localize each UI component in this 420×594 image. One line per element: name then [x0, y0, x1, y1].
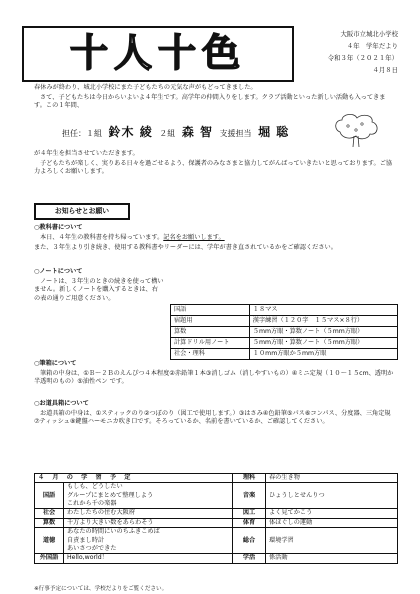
schedule-content: ひょうしとせんりつ [266, 483, 398, 509]
schedule-subject: 図工 [233, 509, 266, 518]
item-spec: ５mm方眼・算数ノート（５mm方眼） [249, 327, 397, 338]
teacher-assignments [62, 124, 293, 140]
newsletter-type: ４年 学年だより [346, 42, 398, 50]
class2-label: ２組 [159, 129, 176, 138]
item-subject: 国語 [171, 305, 250, 316]
pencilcase-heading: ○筆箱について [34, 360, 77, 367]
table-row [35, 509, 398, 518]
tools-body: お道具箱の中身は、①スティックのり②つぼのり（図工で使用します。）③はさみ④色鉛筆⑤パス⑥コンパス、分度器、三角定規⑦ティッシュ⑧鍵盤ハーモニカ吹き口です。そろっているか、名前を書いているか、ご確認してください。 [34, 410, 391, 426]
april-schedule-table [34, 473, 398, 564]
table-row [171, 349, 398, 360]
notebook-table [170, 304, 398, 360]
pencilcase-body: 筆箱の中身は、①Ｂ～２Ｂのえんぴつ４本程度②赤鉛筆１本③消しゴム（消しやすいもの）④ミニ定規（１０～１５cm、透明か半透明のもの）⑤油性ペン です。 [34, 370, 394, 386]
schedule-subject: 道徳 [35, 528, 64, 554]
textbook-note [34, 234, 396, 242]
school-name: 大阪市立城北小学校 [340, 30, 398, 38]
schedule-content: 環境学習 [266, 528, 398, 554]
item-subject: 算数 [171, 327, 250, 338]
item-subject: 宿題用 [171, 316, 250, 327]
schedule-subject: 社会 [35, 509, 64, 518]
schedule-subject: 国語 [35, 483, 64, 509]
notebook-heading: ○ノートについて [34, 268, 83, 275]
schedule-subject: 総合 [233, 528, 266, 554]
tree-illustration [330, 112, 382, 148]
schedule-subject: 学活 [233, 554, 266, 563]
textbook-line2: また、３年生より引き続き、使用する教科書やリーダーには、学年が書き直されているかをご確認ください。 [34, 244, 337, 251]
item-spec: ５mm方眼・算数ノート（５mm方眼） [249, 338, 397, 349]
textbook-line1: 本日、４年生の教科書を持ち帰っています。 [40, 234, 164, 241]
issue-era-date: 令和３年（２０２１年） [327, 54, 398, 62]
schedule-content: 千万より大きい数をあらわそう [64, 518, 233, 527]
teacher-class2: 森 智 [181, 125, 214, 139]
schedule-subject: 体育 [233, 518, 266, 527]
schedule-content: わたしたちの住む大阪府 [64, 509, 233, 518]
schedule-content: 係活動 [266, 554, 398, 563]
schedule-content: よく見てかこう [266, 509, 398, 518]
issue-date: ４月８日 [372, 66, 398, 74]
table-row [35, 554, 398, 563]
item-spec: １０mm方眼か５mm方眼 [249, 349, 397, 360]
item-subject: 計算ドリル用ノート [171, 338, 250, 349]
schedule-subject: 音楽 [233, 483, 266, 509]
table-row [35, 483, 398, 509]
table-row [35, 528, 398, 554]
item-subject: 社会・理科 [171, 349, 250, 360]
schedule-content: もしも、どうしたい グループにまとめて整理しよう これから千の楽器 [64, 483, 233, 509]
table-row [35, 518, 398, 527]
teacher-support: 堀 聡 [258, 125, 290, 139]
notice-heading: お知らせとお願い [34, 203, 130, 220]
schedule-content: 春の生き物 [266, 474, 398, 483]
intro-line-2: さて、子どもたちは今日からいよいよ４年生です。高学年の仲間入りをします。クラブ活動といった新しい活動も入ってきます。この１年間、 [34, 94, 386, 110]
notebook-body: ノートは、３年生のときの続きを使って構いません。新しくノートを購入するときは、右の表の通りご用意ください。 [34, 278, 164, 302]
schedule-content: 体ほぐしの運動 [266, 518, 398, 527]
intro-line-1: 春休みが終わり、城北小学校にまた子どもたちの元気な声がもどってきました。 [34, 84, 257, 91]
item-spec: １８マス [249, 305, 397, 316]
newsletter-title: 十人十色 [69, 31, 246, 75]
table-row [35, 474, 398, 483]
textbook-heading: ○教科書について [34, 224, 83, 231]
table-row [171, 305, 398, 316]
table-row [171, 338, 398, 349]
intro-line-4: 子どもたちが楽しく、実りある日々を過ごせるよう、保護者のみなさまと協力してがんばっていきたいと思っております。ご協力よろしくお願いします。 [34, 160, 393, 176]
support-label: 支援担当 [219, 129, 252, 138]
schedule-subject: 算数 [35, 518, 64, 527]
footnote: ※行事予定については、学校だよりをご覧ください。 [34, 586, 168, 592]
tools-heading: ○お道具箱について [34, 400, 89, 407]
textbook-request: 記名をお願いします。 [163, 234, 225, 241]
table-row [171, 327, 398, 338]
title-frame [22, 26, 294, 82]
item-spec: 漢字練習（１２０字 １５マス×８行） [249, 316, 397, 327]
schedule-title: ４ 月 の 学 習 予 定 [35, 474, 233, 483]
table-row [171, 316, 398, 327]
teacher-class1: 鈴木 綾 [108, 125, 153, 139]
teachers-prefix: 担任：１組 [62, 129, 102, 138]
schedule-subject: 外国語 [35, 554, 64, 563]
schedule-content: Hello,world！ [64, 554, 233, 563]
intro-line-3: が４年生を担当させていただきます。 [34, 150, 139, 157]
schedule-content: あなたの時間にいのちふきこめば 自責まし時計 あいさつができた [64, 528, 233, 554]
schedule-subject: 理科 [233, 474, 266, 483]
